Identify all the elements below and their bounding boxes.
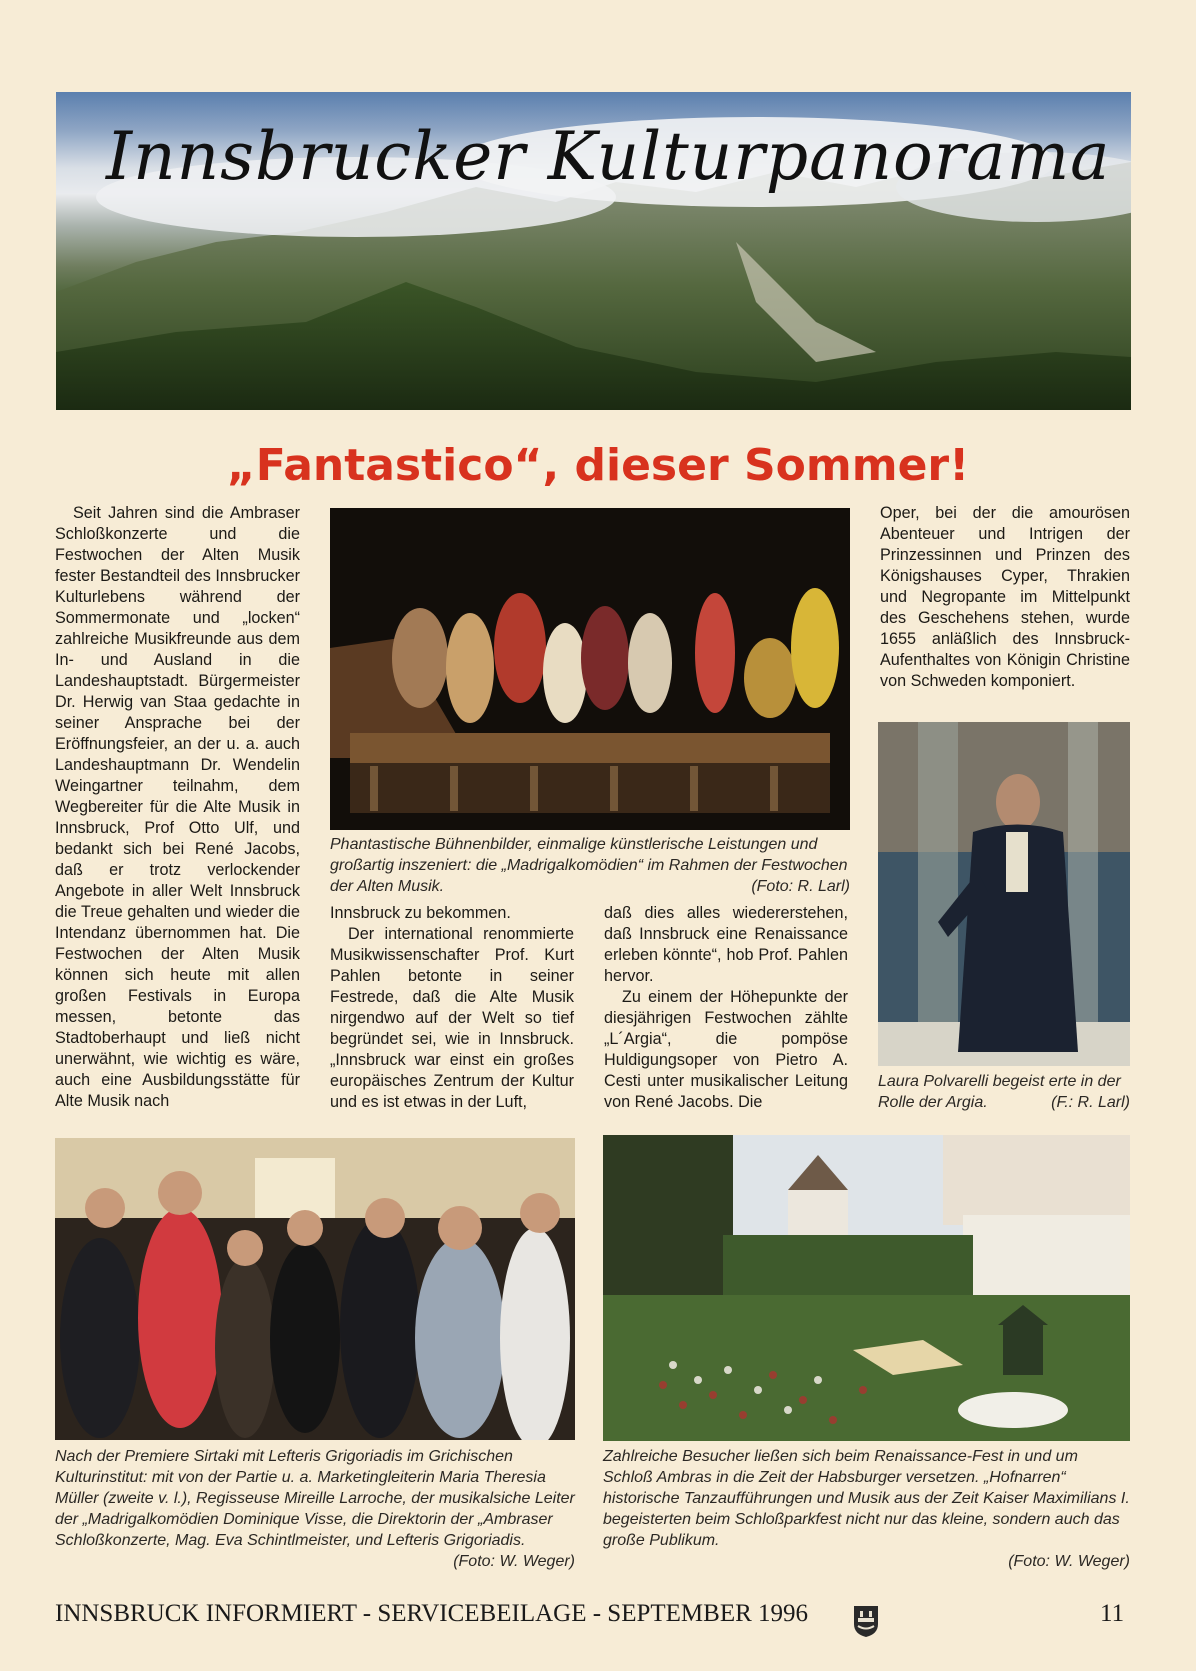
photo-credit: (Foto: W. Weger) bbox=[453, 1553, 575, 1570]
article-paragraph: Der international renommierte Musikwissenschafter Prof. Kurt Pahlen betonte in seiner Festrede, daß die Alte Musik nirgendwo auf der Welt so tief begründet sei, wie in Innsbruck. „Innsbruck war einst ein großes europäisches Zentrum der Kultur und es ist etwas in der Luft, bbox=[330, 925, 574, 1111]
article-column-2 bbox=[330, 903, 574, 1113]
article-column-1 bbox=[55, 503, 300, 1112]
caption-text: Nach der Premiere Sirtaki mit Lefteris Grigoriadis im Grichischen Kulturinstitut: mit von der Partie u. a. Marketingleiterin Maria Theresia Müller (zweite v. l.), Regisseuse Mireille Larroche, der musikalsiche Leiter der „Madrigalkomödien Dominique Visse, die Direktorin der „Ambraser Schloßkonzerte, Mag. Eva Schintlmeister, und Lefteris Grigoriadis. bbox=[55, 1448, 575, 1549]
castle-photo-caption bbox=[603, 1446, 1130, 1572]
singer-portrait-photo bbox=[878, 722, 1130, 1066]
page-number: 11 bbox=[1100, 1600, 1125, 1627]
innsbruck-crest-icon bbox=[852, 1604, 880, 1638]
article-paragraph: daß dies alles wiedererstehen, daß Innsbruck eine Renaissance erleben könnte“, hob Prof. Pahlen hervor. bbox=[604, 904, 848, 985]
castle-festival-photo bbox=[603, 1135, 1130, 1441]
caption-text: Laura Polvarelli begeist erte in der Rolle der Argia. bbox=[878, 1073, 1121, 1111]
stage-performance-photo bbox=[330, 508, 850, 830]
photo-credit: (Foto: R. Larl) bbox=[751, 878, 850, 895]
photo-credit: (Foto: W. Weger) bbox=[1008, 1553, 1130, 1570]
singer-photo-caption bbox=[878, 1071, 1130, 1113]
article-column-3 bbox=[604, 903, 848, 1113]
group-photo bbox=[55, 1138, 575, 1440]
article-column-4 bbox=[880, 503, 1130, 692]
article-headline: „Fantastico“, dieser Sommer! bbox=[226, 440, 970, 491]
banner-title: Innsbrucker Kulturpanorama bbox=[106, 118, 1111, 195]
caption-text: Zahlreiche Besucher ließen sich beim Renaissance-Fest in und um Schloß Ambras in die Zeit der Habsburger versetzen. „Hofnarren“ historische Tanzaufführungen und Musik aus der Zeit Kaiser Maximilians I. begeisterten beim Schloßparkfest nicht nur das kleine, sondern auch das große Publikum. bbox=[603, 1448, 1130, 1549]
caption-text: Phantastische Bühnenbilder, einmalige künstlerische Leistungen und großartig inszeniert: die „Madrigalkomödien“ im Rahmen der Festwochen der Alten Musik. bbox=[330, 836, 848, 895]
footer-publication-line: INNSBRUCK INFORMIERT - SERVICEBEILAGE - SEPTEMBER 1996 bbox=[55, 1600, 809, 1627]
group-photo-caption bbox=[55, 1446, 575, 1572]
photo-credit: (F.: R. Larl) bbox=[1051, 1094, 1130, 1111]
article-paragraph: Zu einem der Höhepunkte der diesjährigen Festwochen zählte „L´Argia“, die pompöse Huldigungsoper von Pietro A. Cesti unter musikalischer Leitung von René Jacobs. Die bbox=[604, 988, 848, 1111]
article-paragraph: Innsbruck zu bekommen. bbox=[330, 904, 511, 922]
article-paragraph: Oper, bei der die amourösen Abenteuer und Intrigen der Prinzessinnen und Prinzen des Königshauses Cyper, Thrakien und Negropante im Mittelpunkt des Geschehens stehen, wurde 1655 anläßlich des Innsbruck-Aufenthaltes von Königin Christine von Schweden komponiert. bbox=[880, 504, 1130, 690]
banner-photo bbox=[56, 92, 1131, 410]
article-paragraph: Seit Jahren sind die Ambraser Schloßkonzerte und die Festwochen der Alten Musik fester Bestandteil des Innsbrucker Kulturlebens während der Sommermonate und „locken“ zahlreiche Musikfreunde aus dem In- und Ausland in die Landeshauptstadt. Bürgermeister Dr. Herwig van Staa gedachte in seiner Ansprache bei der Eröffnungsfeier, an der u. a. auch Landeshauptmann Dr. Wendelin Weingartner teilnahm, dem Wegbereiter für die Alte Musik in Innsbruck, Prof Otto Ulf, und bedankt sich bei René Jacobs, daß er trotz verlockender Angebote in aller Welt Innsbruck die Treue gehalten und wieder die Intendanz übernommen hat. Die Festwochen der Alten Musik können sich heute mit allen großen Festivals in Europa messen, betonte das Stadtoberhaupt und ließ nicht unerwähnt, wie wichtig es wäre, auch eine Ausbildungsstätte für Alte Musik nach bbox=[55, 504, 300, 1110]
stage-photo-caption bbox=[330, 834, 850, 897]
